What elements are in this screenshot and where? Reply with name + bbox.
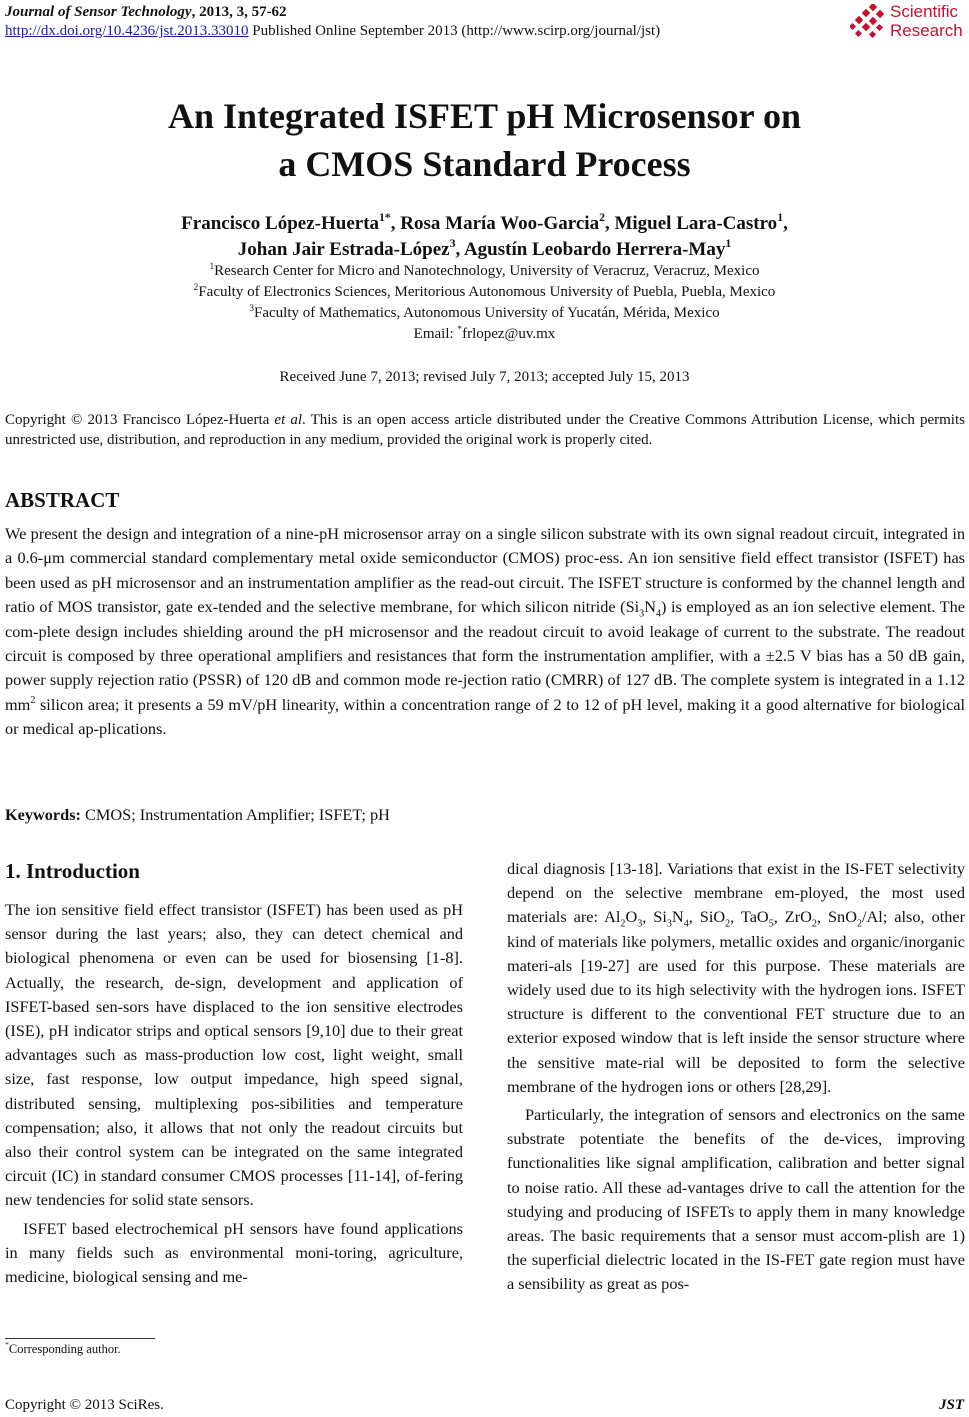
affiliation-2 xyxy=(0,282,969,303)
affil-mark: 2 xyxy=(193,282,199,293)
footnote-divider xyxy=(5,1338,155,1339)
logo-line1: Scientific xyxy=(890,2,959,21)
text: , Si xyxy=(642,907,667,927)
affil-mark: 3 xyxy=(249,303,255,314)
abstract-text: We present the design and integration of a nine-pH microsensor array on a single silicon substrate with its own signal readout circuit, integrated in a 0.6-μm commercial standard complementary metal oxide semiconductor (CMOS) proc-ess. An ion sensitive field effect transistor (ISFET) has been used as pH microsensor and an instrumentation amplifier as the read-out circuit. The ISFET structure is conformed by the channel length and ratio of MOS transistor, gate ex-tended and the selective membrane, for which silicon nitride (Si xyxy=(5,524,965,617)
subscript: 3 xyxy=(637,918,643,930)
author-name: , Rosa María Woo-Garcia xyxy=(390,213,600,234)
text: O xyxy=(625,907,638,927)
title-line2: a CMOS Standard Process xyxy=(278,144,691,184)
email-label: Email: xyxy=(413,326,458,342)
abstract-heading: ABSTRACT xyxy=(5,488,120,512)
email-mark: * xyxy=(457,324,463,335)
text: dical diagnosis [13-18]. Variations that exist in the IS-FET selectivity depend on the selective membrane em-ployed, the most used materials are: Al xyxy=(507,859,965,927)
author-name: Johan Jair Estrada-López xyxy=(237,239,450,260)
text: , SiO xyxy=(688,907,726,927)
email-line xyxy=(0,324,969,345)
subscript: 2 xyxy=(811,918,817,930)
author-affil-mark: 2 xyxy=(599,211,605,225)
text: , TaO xyxy=(730,907,769,927)
author-name: , Agustín Leobardo Herrera-May xyxy=(455,239,726,260)
author-list xyxy=(0,211,969,263)
copyright-notice xyxy=(5,410,965,450)
subscript: 4 xyxy=(683,918,689,930)
keywords xyxy=(5,803,390,827)
affiliations xyxy=(0,261,969,345)
author-separator: , xyxy=(783,213,788,234)
footnote-text: Corresponding author. xyxy=(8,1342,121,1356)
copyright-part2: . This is an open access article distributed under the Creative Commons Attribution License, which permits unrestricted use, distribution, and reproduction in any medium, provided the original work is properly cited. xyxy=(5,412,965,448)
publisher-logo xyxy=(850,2,968,42)
published-text: Published Online September 2013 (http://www.scirp.org/journal/jst) xyxy=(248,23,661,39)
paragraph: The ion sensitive field effect transistor (ISFET) has been used as pH sensor during the last years; also, they can detect chemical and biological phenomena or even can be used for biosensing [1-8]. Actually, the research, de-sign, development and application of ISFET-based sen-sors have displaced to the ion sensitive electrodes (ISE), pH indicator strips and optical sensors [9,10] due to their great advantages such as mass-production low cost, light weight, small size, fast response, low output impedance, high speed signal, distributed sensing, multiplexing pos-sibilities and temperature compensation; also, it allows that not only the readout circuits but also their control system can be integrated on the same integrated circuit (IC) in standard consumer CMOS processes [11-14], of-fering new tendencies for solid state sensors. xyxy=(5,900,463,1210)
footer-journal-abbrev: JST xyxy=(938,1397,964,1413)
subscript: 4 xyxy=(655,608,662,620)
subscript: 2 xyxy=(725,918,731,930)
subscript: 3 xyxy=(639,608,645,620)
subscript: 2 xyxy=(620,918,626,930)
footnote-mark: * xyxy=(5,1340,9,1350)
footnote xyxy=(5,1341,121,1357)
abstract-text: ) is employed as an ion selective element. The com-plete design includes shielding around the pH microsensor and the readout circuit to avoid leakage of current to the substrate. The readout circuit is composed by three operational amplifiers and resistances that form the instrumentation amplifier, with a ±2.5 V bias has a 50 dB gain, power supply rejection ratio (PSSR) of 120 dB and common mode re-jection ratio (CMRR) of 127 dB. The complete system is integrated in a 1.12 mm xyxy=(5,597,965,714)
email-address[interactable]: frlopez@uv.mx xyxy=(462,326,556,342)
logo-line2: Research xyxy=(890,21,963,40)
affil-text: Faculty of Mathematics, Autonomous University of Yucatán, Mérida, Mexico xyxy=(254,305,720,321)
author-affil-mark: 3 xyxy=(449,237,456,251)
author-affil-mark: 1* xyxy=(379,211,391,225)
author-affil-mark: 1 xyxy=(725,237,732,251)
keywords-text: CMOS; Instrumentation Amplifier; ISFET; pH xyxy=(80,805,390,824)
journal-name: Journal of Sensor Technology xyxy=(5,4,192,20)
author-line2 xyxy=(0,237,969,263)
paragraph: Particularly, the integration of sensors and electronics on the same substrate potentiate the benefits of the de-vices, improving functionalities like signal amplification, calibration and better signal to noise ratio. All these ad-vantages drive to call the attention for the studying and producing of ISFETs to apply them in many knowledge areas. The basic requirements that a sensor must accom-plish are 1) the superficial dielectric located in the IS-FET gate region must have a sensibility as great as pos- xyxy=(507,1105,965,1294)
left-column xyxy=(5,898,463,1289)
affil-text: Faculty of Electronics Sciences, Meritorious Autonomous University of Puebla, Puebla, Mexico xyxy=(198,284,776,300)
copyright-etal: et al xyxy=(274,412,303,428)
abstract-text: N xyxy=(644,597,656,617)
affiliation-1 xyxy=(0,261,969,282)
abstract-body xyxy=(5,522,965,742)
journal-issue: , 2013, 3, 57-62 xyxy=(191,4,287,20)
text: , ZrO xyxy=(773,907,812,927)
affil-mark: 1 xyxy=(209,261,215,272)
right-column xyxy=(507,857,965,1297)
text: , SnO xyxy=(816,907,857,927)
text: /Al; also, other kind of materials like polymers, metallic oxides and organic/inorganic materi-als [19-27] are used for this purpose. These materials are widely used due to its high selectivity with the hydrogen ions. ISFET structure is different to the conventional FET structure due to an exterior exposed window that is left inside the sensor structure where the sensitive mate-rial will be deposited to form the selective membrane of the hydrogen ions or others [28,29]. xyxy=(507,907,966,1096)
logo-wordmark xyxy=(890,2,963,40)
doi-link[interactable]: http://dx.doi.org/10.4236/jst.2013.33010 xyxy=(5,23,249,39)
footer-copyright: Copyright © 2013 SciRes. xyxy=(5,1397,164,1413)
keywords-label: Keywords: xyxy=(5,805,81,824)
paragraph: ISFET based electrochemical pH sensors have found applications in many fields such as environmental moni-toring, agriculture, medicine, biological sensing and me- xyxy=(5,1218,463,1287)
abstract-text: silicon area; it presents a 59 mV/pH linearity, within a concentration range of 2 to 12 of pH level, making it a good alternative for biological or medical ap-plications. xyxy=(5,694,965,739)
author-line1 xyxy=(0,211,969,237)
affil-text: Research Center for Micro and Nanotechnology, University of Veracruz, Veracruz, Mexico xyxy=(214,263,760,279)
paragraph xyxy=(507,857,965,1099)
subscript: 3 xyxy=(666,918,672,930)
subscript: 5 xyxy=(768,918,774,930)
author-name: Francisco López-Huerta xyxy=(181,213,380,234)
subscript: 2 xyxy=(856,918,863,930)
publication-line xyxy=(5,22,660,41)
copyright-part1: Copyright © 2013 Francisco López-Huerta xyxy=(5,412,275,428)
author-name: , Miguel Lara-Castro xyxy=(604,213,778,234)
author-affil-mark: 1 xyxy=(777,211,784,225)
journal-citation xyxy=(5,3,287,22)
text: N xyxy=(671,907,684,927)
affiliation-3 xyxy=(0,303,969,324)
received-dates: Received June 7, 2013; revised July 7, 2013; accepted July 15, 2013 xyxy=(279,369,690,385)
superscript: 2 xyxy=(30,694,36,706)
paper-title xyxy=(0,92,969,188)
section-heading-introduction: 1. Introduction xyxy=(5,859,140,883)
title-line1: An Integrated ISFET pH Microsensor on xyxy=(167,96,802,136)
scientific-research-logo-icon xyxy=(850,4,888,42)
